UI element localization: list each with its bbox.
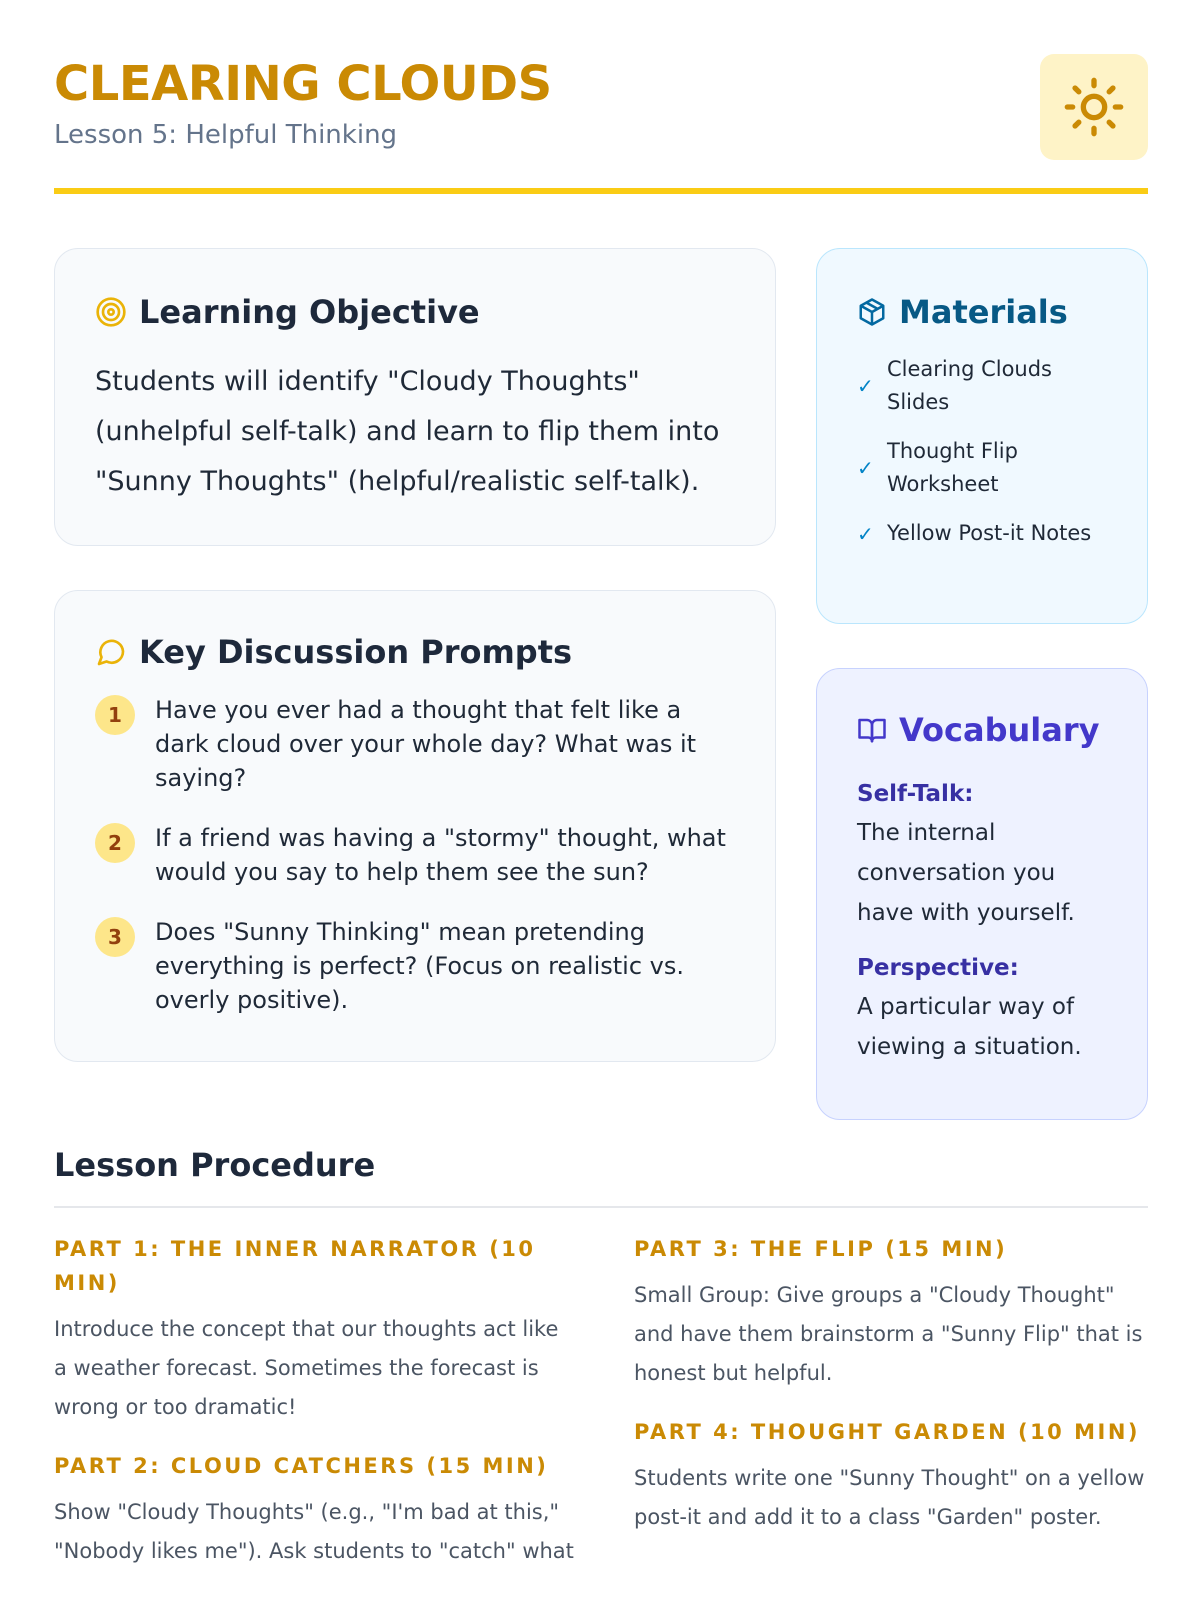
prompt-number: 1 [95, 695, 135, 735]
discussion-prompts-card [54, 590, 776, 1062]
procedure-column-right [634, 1232, 1154, 1559]
lesson-subtitle: Lesson 5: Helpful Thinking [54, 120, 398, 150]
materials-heading: Materials [899, 293, 1068, 331]
sun-badge [1040, 54, 1148, 160]
vocab-term: Self-Talk: [857, 781, 974, 807]
header-divider [54, 188, 1148, 194]
prompts-list [95, 693, 735, 1043]
chat-bubble-icon [95, 636, 127, 668]
box-icon [857, 297, 887, 327]
material-text: Thought Flip Worksheet [887, 439, 1018, 496]
page-header [54, 52, 1148, 196]
objective-heading: Learning Objective [139, 293, 480, 331]
prompt-item [95, 693, 735, 795]
prompt-item [95, 821, 735, 889]
materials-card [816, 248, 1148, 624]
prompt-text: If a friend was having a "stormy" thought, what would you say to help them see the sun? [155, 824, 726, 886]
vocab-definition: A particular way of viewing a situation. [857, 994, 1082, 1060]
part-description: Students write one "Sunny Thought" on a yellow post-it and add it to a class "Garden" poster. [634, 1466, 1145, 1529]
materials-header [857, 293, 1068, 331]
part-title: PART 1: THE INNER NARRATOR (10 MIN) [54, 1237, 536, 1295]
page-title: CLEARING CLOUDS [54, 56, 552, 112]
prompt-item [95, 915, 735, 1017]
part-description: Introduce the concept that our thoughts act like a weather forecast. Sometimes the forecast is wrong or too dramatic! [54, 1317, 559, 1419]
part-title: PART 3: THE FLIP (15 MIN) [634, 1237, 1008, 1261]
vocabulary-list [857, 775, 1117, 1083]
procedure-heading: Lesson Procedure [54, 1146, 376, 1184]
material-item [857, 353, 1107, 419]
learning-objective-card [54, 248, 776, 546]
prompt-number: 2 [95, 823, 135, 863]
part-title: PART 4: THOUGHT GARDEN (10 MIN) [634, 1420, 1140, 1444]
check-icon: ✓ [857, 456, 874, 480]
check-icon: ✓ [857, 374, 874, 398]
objective-header [95, 293, 480, 331]
check-icon: ✓ [857, 521, 874, 546]
book-icon [857, 715, 887, 745]
prompts-header [95, 633, 572, 671]
procedure-divider [54, 1206, 1148, 1208]
vocab-term: Perspective: [857, 955, 1019, 981]
vocabulary-header [857, 711, 1099, 749]
material-text: Yellow Post-it Notes [887, 521, 1092, 545]
materials-list [857, 353, 1107, 566]
prompts-heading: Key Discussion Prompts [139, 633, 573, 671]
part-title: PART 2: CLOUD CATCHERS (15 MIN) [54, 1454, 549, 1478]
material-text: Clearing Clouds Slides [887, 357, 1052, 414]
part-description: Show "Cloudy Thoughts" (e.g., "I'm bad at this," "Nobody likes me"). Ask students to "catch" what [54, 1500, 574, 1563]
vocabulary-heading: Vocabulary [899, 711, 1100, 749]
objective-text: Students will identify "Cloudy Thoughts" (unhelpful self-talk) and learn to flip them into "Sunny Thoughts" (helpful/realistic self-talk). [95, 366, 720, 497]
vocab-definition: The internal conversation you have with yourself. [857, 820, 1075, 926]
prompt-number: 3 [95, 917, 135, 957]
procedure-column-left [54, 1232, 574, 1593]
sun-icon [1062, 75, 1126, 139]
part-description: Small Group: Give groups a "Cloudy Thought" and have them brainstorm a "Sunny Flip" that is honest but helpful. [634, 1283, 1143, 1385]
vocabulary-card [816, 668, 1148, 1120]
prompt-text: Have you ever had a thought that felt like a dark cloud over your whole day? What was it saying? [155, 696, 697, 792]
material-item [857, 435, 1107, 501]
material-item [857, 517, 1107, 550]
target-icon [95, 296, 127, 328]
prompt-text: Does "Sunny Thinking" mean pretending everything is perfect? (Focus on realistic vs. overly positive). [155, 918, 684, 1014]
